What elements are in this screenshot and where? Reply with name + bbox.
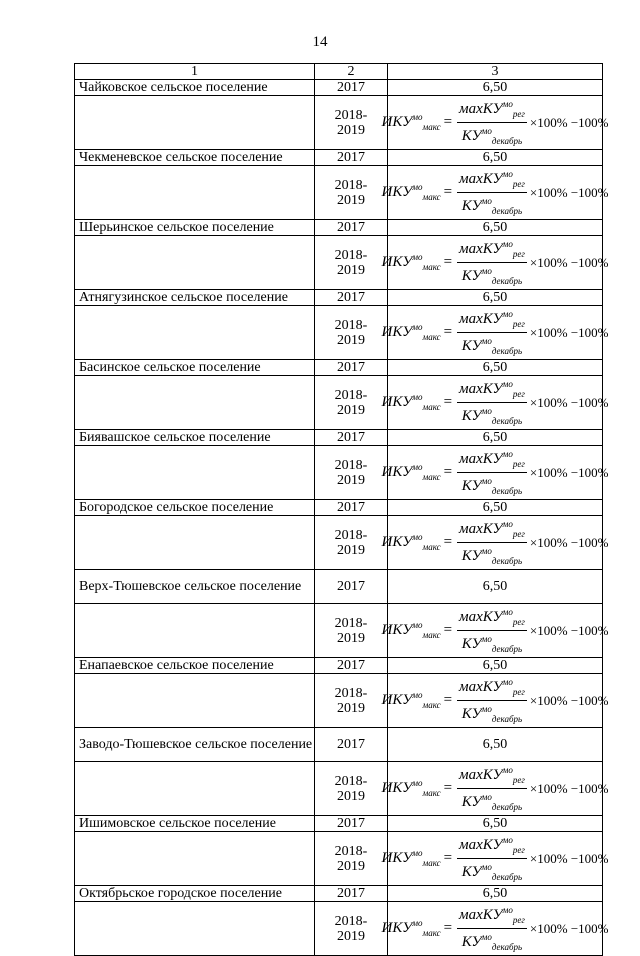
formula-cell [381,236,609,290]
settlement-name: Чайковское сельское поселение [75,80,315,96]
year-range-cell [315,236,388,290]
formula-lhs: $ИКУ^{мо}_{макс}$ [381,532,441,552]
empty-cell [75,446,315,500]
year-range-cell [315,96,388,150]
formula-cell [381,902,609,956]
formula-lhs: $ИКУ^{мо}_{макс}$ [381,252,441,272]
settlement-name: Ишимовское сельское поселение [75,816,315,832]
year-range-end: 2019 [337,858,365,874]
formula-tail: ×100% −100% [529,185,609,200]
year-range-cell [315,604,388,658]
value-cell: 6,50 [388,430,603,446]
empty-cell [75,306,315,360]
formula-cell [381,604,609,658]
formula: $ИКУ^{мо}_{макс}$ = $\frac{махКУ^{мо}_{рег}}{КУ^{мо}_{декабрь}}$ ×100% −100% [388,832,602,885]
formula-fraction: $\frac{махКУ^{мо}_{рег}}{КУ^{мо}_{декабрь}}$ [457,166,527,219]
table-row [75,150,603,166]
empty-cell [75,604,315,658]
year-cell: 2017 [315,728,388,762]
formula: $ИКУ^{мо}_{макс}$ = $\frac{махКУ^{мо}_{рег}}{КУ^{мо}_{декабрь}}$ ×100% −100% [388,762,602,815]
formula-tail: ×100% −100% [529,465,609,480]
year-range-start: 2018- [334,843,368,859]
formula-tail: ×100% −100% [529,781,609,796]
formula-fraction: $\frac{махКУ^{мо}_{рег}}{КУ^{мо}_{декабрь}}$ [457,604,527,657]
year-range-cell [315,762,388,816]
year-range-start: 2018- [334,107,368,123]
year-range-cell [315,376,388,430]
formula: $ИКУ^{мо}_{макс}$ = $\frac{махКУ^{мо}_{рег}}{КУ^{мо}_{декабрь}}$ ×100% −100% [388,236,602,289]
formula-lhs: $ИКУ^{мо}_{макс}$ [381,462,441,482]
formula-lhs: $ИКУ^{мо}_{макс}$ [381,620,441,640]
formula: $ИКУ^{мо}_{макс}$ = $\frac{махКУ^{мо}_{рег}}{КУ^{мо}_{декабрь}}$ ×100% −100% [388,166,602,219]
table-row [75,220,603,236]
formula-lhs: $ИКУ^{мо}_{макс}$ [381,918,441,938]
table-row [75,832,603,886]
formula-lhs: $ИКУ^{мо}_{макс}$ [381,322,441,342]
table-row [75,306,603,360]
year-cell: 2017 [315,886,388,902]
empty-cell [75,674,315,728]
formula: $ИКУ^{мо}_{макс}$ = $\frac{махКУ^{мо}_{рег}}{КУ^{мо}_{декабрь}}$ ×100% −100% [388,902,602,955]
formula-cell [381,96,609,150]
year-range-end: 2019 [337,542,365,558]
value-cell: 6,50 [388,220,603,236]
value-cell: 6,50 [388,150,603,166]
table-row [75,376,603,430]
settlement-name: Чекменевское сельское поселение [75,150,315,166]
year-range-end: 2019 [337,700,365,716]
year-cell: 2017 [315,430,388,446]
year-cell: 2017 [315,658,388,674]
formula-fraction: $\frac{махКУ^{мо}_{рег}}{КУ^{мо}_{декабрь}}$ [457,96,527,149]
formula-cell [381,762,609,816]
formula-lhs: $ИКУ^{мо}_{макс}$ [381,392,441,412]
year-cell: 2017 [315,290,388,306]
header-col-1: 1 [75,64,315,80]
settlement-table [74,63,609,956]
formula-fraction: $\frac{махКУ^{мо}_{рег}}{КУ^{мо}_{декабрь}}$ [457,516,527,569]
table-row [75,762,603,816]
formula-cell [381,674,609,728]
table-row [75,96,603,150]
year-range-start: 2018- [334,773,368,789]
formula: $ИКУ^{мо}_{макс}$ = $\frac{махКУ^{мо}_{рег}}{КУ^{мо}_{декабрь}}$ ×100% −100% [388,376,602,429]
formula-lhs: $ИКУ^{мо}_{макс}$ [381,690,441,710]
year-range-end: 2019 [337,630,365,646]
empty-cell [75,832,315,886]
year-range-end: 2019 [337,262,365,278]
formula: $ИКУ^{мо}_{макс}$ = $\frac{махКУ^{мо}_{рег}}{КУ^{мо}_{декабрь}}$ ×100% −100% [388,306,602,359]
year-cell: 2017 [315,80,388,96]
settlement-name: Верх-Тюшевское сельское поселение [75,570,315,604]
year-range-cell [315,902,388,956]
year-range-start: 2018- [334,247,368,263]
settlement-name: Басинское сельское поселение [75,360,315,376]
value-cell: 6,50 [388,80,603,96]
formula-cell [381,166,609,220]
value-cell: 6,50 [388,658,603,674]
year-range-start: 2018- [334,387,368,403]
year-range-start: 2018- [334,527,368,543]
formula: $ИКУ^{мо}_{макс}$ = $\frac{махКУ^{мо}_{рег}}{КУ^{мо}_{декабрь}}$ ×100% −100% [388,446,602,499]
value-cell: 6,50 [388,500,603,516]
formula: $ИКУ^{мо}_{макс}$ = $\frac{махКУ^{мо}_{рег}}{КУ^{мо}_{декабрь}}$ ×100% −100% [388,604,602,657]
settlement-name: Биявашское сельское поселение [75,430,315,446]
formula-tail: ×100% −100% [529,535,609,550]
table-row [75,360,603,376]
value-cell: 6,50 [388,570,603,604]
settlement-name: Атнягузинское сельское поселение [75,290,315,306]
year-range-cell [315,832,388,886]
table-row [75,500,603,516]
formula-fraction: $\frac{махКУ^{мо}_{рег}}{КУ^{мо}_{декабрь}}$ [457,674,527,727]
formula-tail: ×100% −100% [529,255,609,270]
year-cell: 2017 [315,816,388,832]
empty-cell [75,236,315,290]
formula-cell [381,306,609,360]
year-cell: 2017 [315,360,388,376]
year-range-cell [315,306,388,360]
table-header-row [75,64,603,80]
year-range-end: 2019 [337,192,365,208]
formula-fraction: $\frac{махКУ^{мо}_{рег}}{КУ^{мо}_{декабрь}}$ [457,306,527,359]
year-range-end: 2019 [337,332,365,348]
year-range-start: 2018- [334,177,368,193]
formula-lhs: $ИКУ^{мо}_{макс}$ [381,182,441,202]
year-range-start: 2018- [334,913,368,929]
year-cell: 2017 [315,570,388,604]
table-row [75,604,603,658]
formula: $ИКУ^{мо}_{макс}$ = $\frac{махКУ^{мо}_{рег}}{КУ^{мо}_{декабрь}}$ ×100% −100% [388,96,602,149]
year-range-end: 2019 [337,122,365,138]
empty-cell [75,96,315,150]
year-range-end: 2019 [337,402,365,418]
formula-tail: ×100% −100% [529,115,609,130]
formula-lhs: $ИКУ^{мо}_{макс}$ [381,778,441,798]
formula-tail: ×100% −100% [529,325,609,340]
year-range-cell [315,674,388,728]
year-range-cell [315,166,388,220]
table-row [75,446,603,500]
formula: $ИКУ^{мо}_{макс}$ = $\frac{махКУ^{мо}_{рег}}{КУ^{мо}_{декабрь}}$ ×100% −100% [388,674,602,727]
formula-fraction: $\frac{махКУ^{мо}_{рег}}{КУ^{мо}_{декабрь}}$ [457,902,527,955]
formula-tail: ×100% −100% [529,851,609,866]
year-range-start: 2018- [334,615,368,631]
year-cell: 2017 [315,500,388,516]
formula-cell [381,446,609,500]
formula-tail: ×100% −100% [529,395,609,410]
table-row [75,236,603,290]
settlement-name: Заводо-Тюшевское сельское поселение [75,728,315,762]
table-row [75,290,603,306]
empty-cell [75,762,315,816]
formula-cell [381,516,609,570]
formula: $ИКУ^{мо}_{макс}$ = $\frac{махКУ^{мо}_{рег}}{КУ^{мо}_{декабрь}}$ ×100% −100% [388,516,602,569]
year-cell: 2017 [315,220,388,236]
value-cell: 6,50 [388,290,603,306]
table-row [75,430,603,446]
table-row [75,166,603,220]
empty-cell [75,902,315,956]
year-range-end: 2019 [337,472,365,488]
formula-tail: ×100% −100% [529,693,609,708]
formula-lhs: $ИКУ^{мо}_{макс}$ [381,848,441,868]
value-cell: 6,50 [388,728,603,762]
table-row [75,886,603,902]
settlement-name: Енапаевское сельское поселение [75,658,315,674]
table-row [75,728,603,762]
formula-lhs: $ИКУ^{мо}_{макс}$ [381,112,441,132]
formula-fraction: $\frac{махКУ^{мо}_{рег}}{КУ^{мо}_{декабрь}}$ [457,446,527,499]
empty-cell [75,166,315,220]
header-col-2: 2 [315,64,388,80]
settlement-name: Шерьинское сельское поселение [75,220,315,236]
table-row [75,516,603,570]
table-row [75,674,603,728]
formula-fraction: $\frac{махКУ^{мо}_{рег}}{КУ^{мо}_{декабрь}}$ [457,832,527,885]
year-range-end: 2019 [337,928,365,944]
year-range-start: 2018- [334,685,368,701]
formula-fraction: $\frac{махКУ^{мо}_{рег}}{КУ^{мо}_{декабрь}}$ [457,762,527,815]
table-row [75,570,603,604]
value-cell: 6,50 [388,816,603,832]
formula-cell [381,376,609,430]
year-range-end: 2019 [337,788,365,804]
year-range-start: 2018- [334,317,368,333]
year-cell: 2017 [315,150,388,166]
settlement-name: Богородское сельское поселение [75,500,315,516]
value-cell: 6,50 [388,886,603,902]
empty-cell [75,376,315,430]
header-col-3: 3 [388,64,603,80]
formula-fraction: $\frac{махКУ^{мо}_{рег}}{КУ^{мо}_{декабрь}}$ [457,376,527,429]
formula-fraction: $\frac{махКУ^{мо}_{рег}}{КУ^{мо}_{декабрь}}$ [457,236,527,289]
formula-tail: ×100% −100% [529,623,609,638]
table-row [75,816,603,832]
formula-cell [381,832,609,886]
formula-tail: ×100% −100% [529,921,609,936]
year-range-cell [315,516,388,570]
settlement-name: Октябрьское городское поселение [75,886,315,902]
value-cell: 6,50 [388,360,603,376]
table-row [75,902,603,956]
year-range-start: 2018- [334,457,368,473]
table-row [75,80,603,96]
year-range-cell [315,446,388,500]
table-row [75,658,603,674]
empty-cell [75,516,315,570]
page-number: 14 [312,34,328,50]
